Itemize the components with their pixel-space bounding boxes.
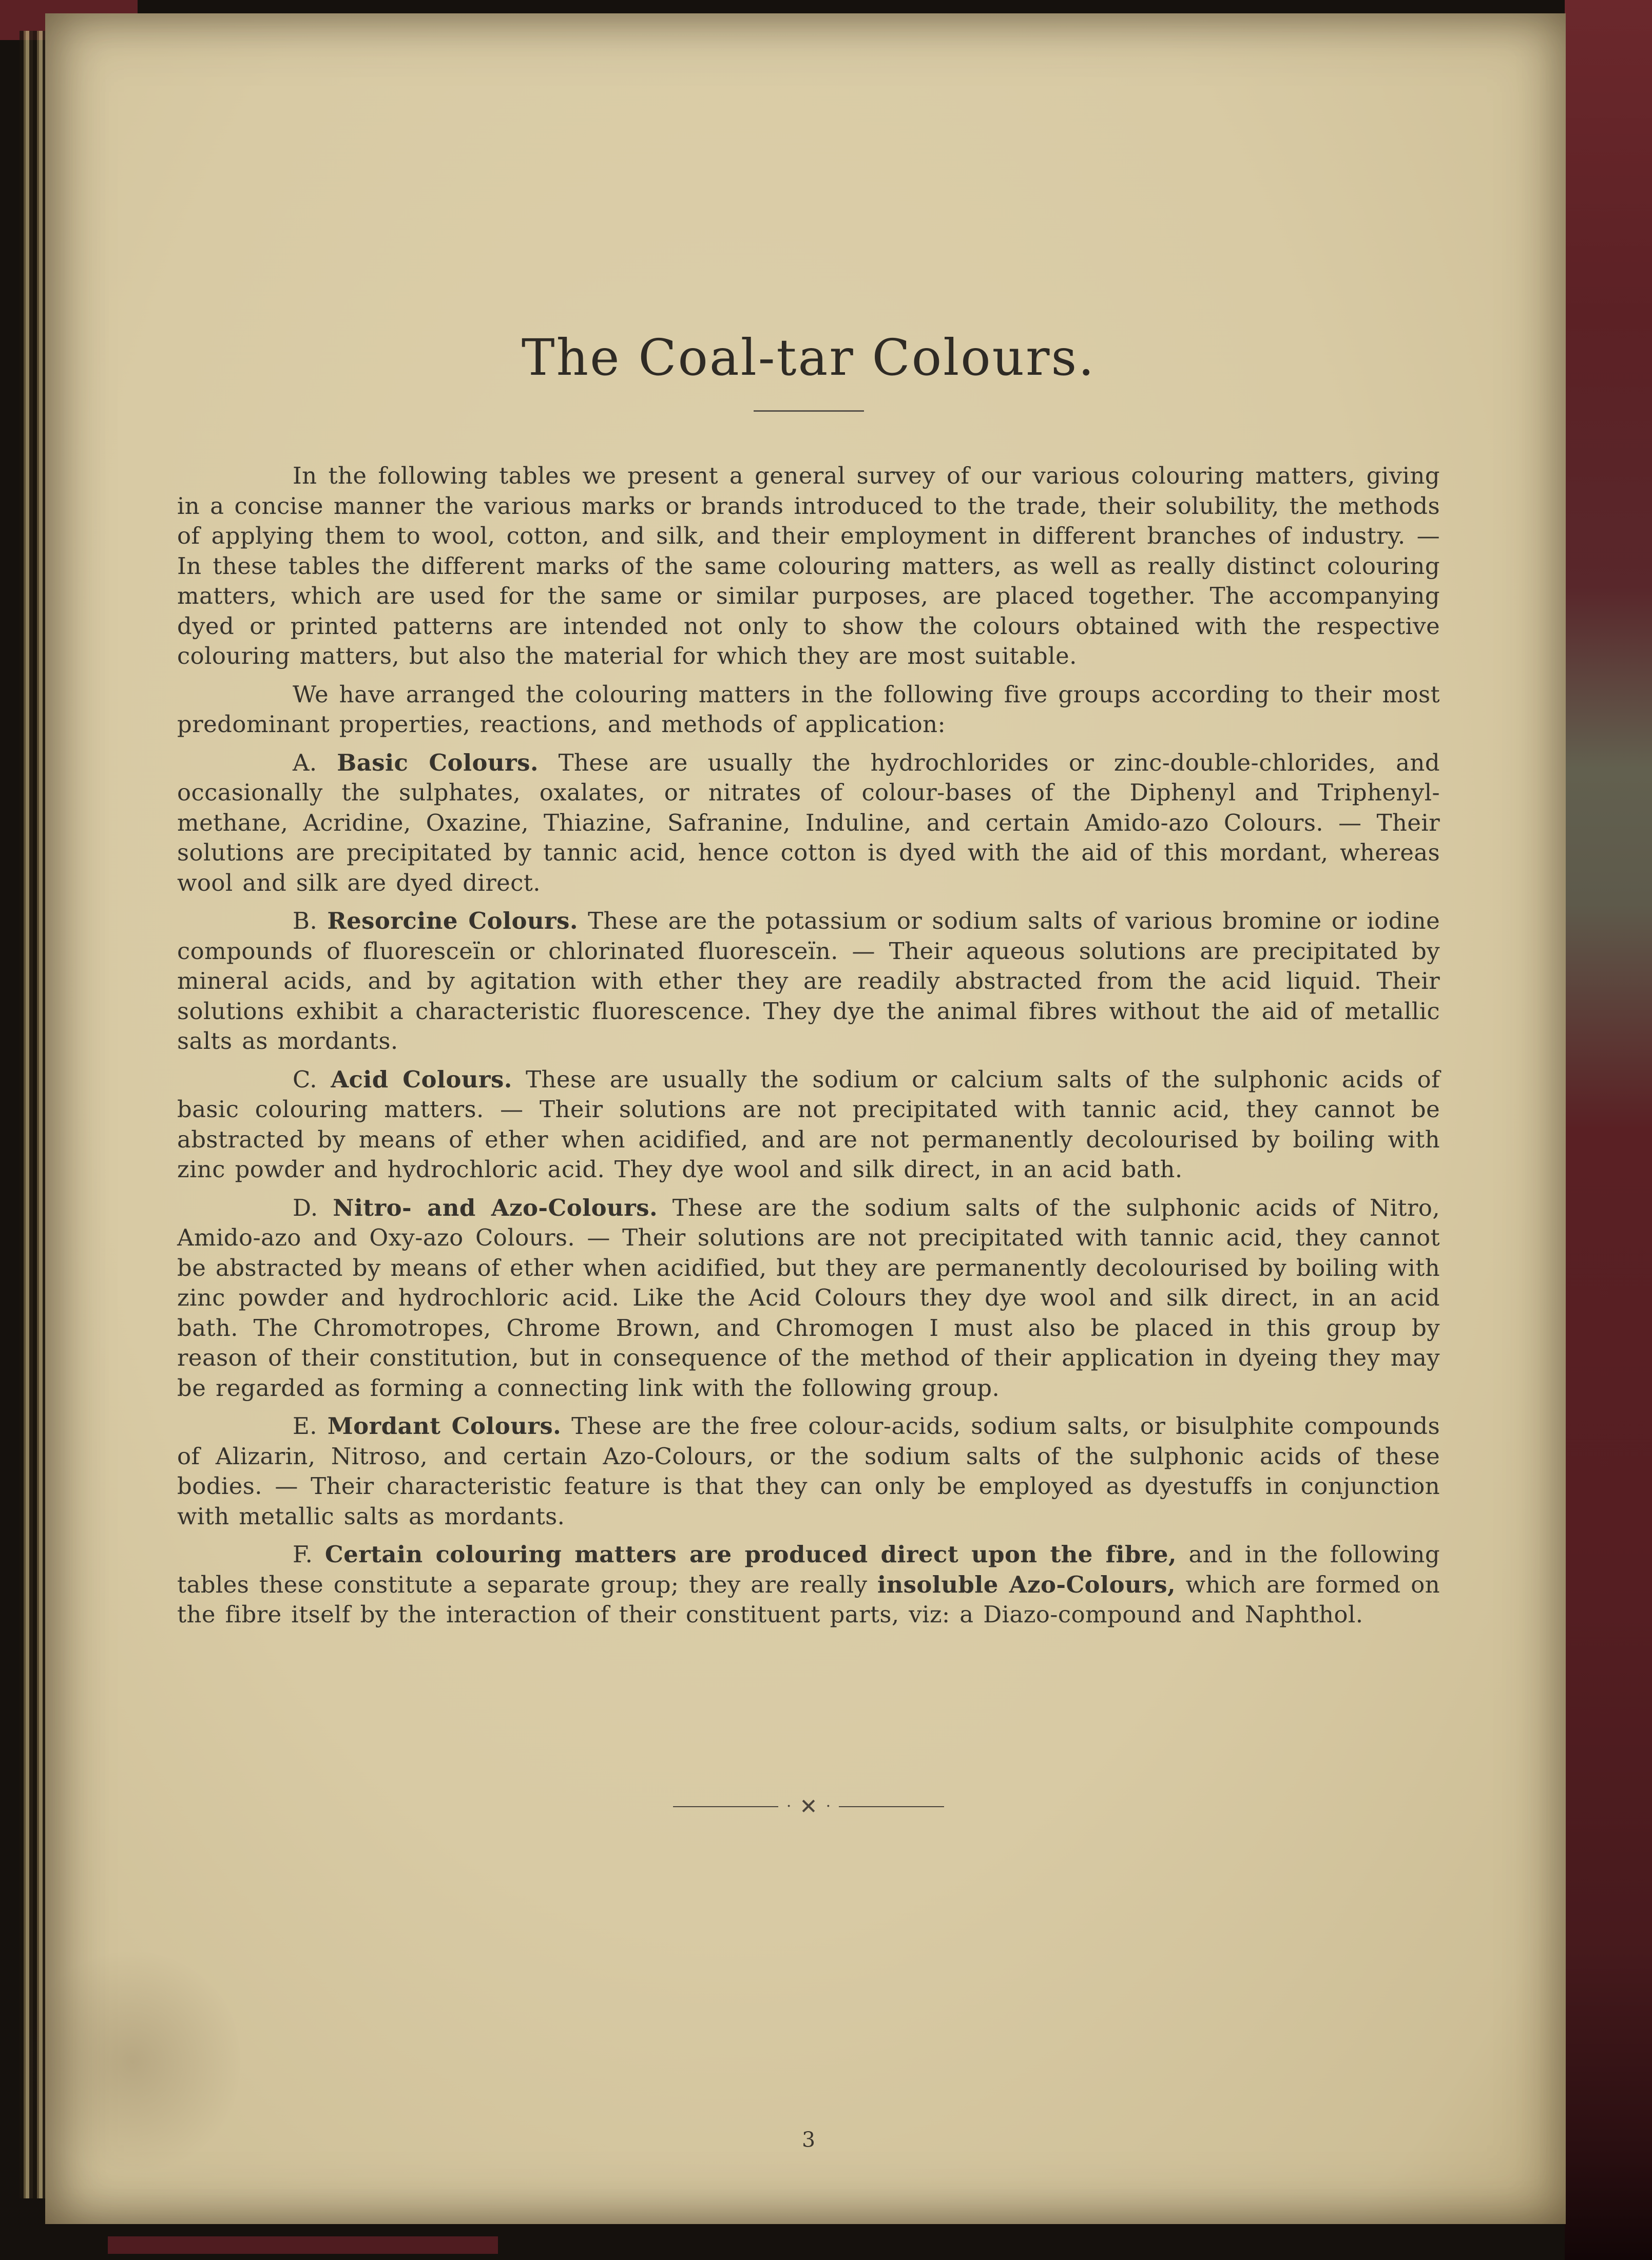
divider-ornament bbox=[177, 1796, 1440, 1817]
paragraph-text: B. bbox=[293, 907, 328, 934]
paragraph bbox=[177, 680, 1440, 740]
paragraph-lead-bold: Basic Colours. bbox=[337, 749, 539, 776]
divider-dot-left: · bbox=[786, 1797, 792, 1815]
scanned-book-page bbox=[45, 13, 1566, 2224]
paragraph bbox=[177, 1411, 1440, 1531]
paragraph-text: A. bbox=[293, 749, 337, 776]
paragraph-lead-bold: Certain colouring matters are produced direct upon the fibre, bbox=[324, 1541, 1177, 1568]
divider-line-right bbox=[839, 1806, 944, 1807]
page-content bbox=[177, 13, 1440, 1638]
paragraph-text: which are formed on the fibre itself by the interaction of their constituent parts, viz: a Diazo-compound and Naphthol. bbox=[177, 1570, 1440, 1628]
book-page-edges bbox=[20, 31, 45, 2198]
paragraph bbox=[177, 1065, 1440, 1185]
paragraph-text: C. bbox=[293, 1065, 331, 1093]
paragraph-text: These are usually the sodium or calcium salts of the sulphonic acids of basic colouring matters. — Their solutions are not precipitated with tannic acid, they cannot be abstracted by means of ether when acidified, and are not permanently decolourised by boiling with zinc powder and hydrochloric acid. They dye wool and silk direct, in an acid bath. bbox=[177, 1065, 1440, 1183]
divider-center-glyph: ✕ bbox=[799, 1794, 818, 1819]
page-title: The Coal-tar Colours. bbox=[521, 329, 1096, 387]
book-cover-right bbox=[1565, 0, 1652, 2260]
divider-line-left bbox=[673, 1806, 778, 1807]
paragraph-lead-bold: Mordant Colours. bbox=[327, 1412, 562, 1440]
divider-dot-right: · bbox=[825, 1797, 831, 1815]
paragraph bbox=[177, 1540, 1440, 1630]
paragraph-text: In the following tables we present a general survey of our various colouring matters, giving in a concise manner the various marks or brands introduced to the trade, their solubility, the methods of applying them to wool, cotton, and silk, and their employment in different branches of industry. — In these tables the different marks of the same colouring matters, as well as really distinct colouring matters, which are used for the same or similar purposes, are placed together. The accompanying dyed or printed patterns are intended not only to show the colours obtained with the respective colouring matters, but also the material for which they are most suitable. bbox=[177, 462, 1440, 669]
paragraph-text: These are the sodium salts of the sulphonic acids of Nitro, Amido-azo and Oxy-azo Colours. — Their solutions are not precipitated with tannic acid, they cannot be abstracted by means of ether when acidified, but they are permanently decolourised by boiling with zinc powder and hydrochloric acid. Like the Acid Colours they dye wool and silk direct, in an acid bath. The Chromotropes, Chrome Brown, and Chromogen I must also be placed in this group by reason of their constitution, but in consequence of the method of their application in dyeing they may be regarded as forming a connecting link with the following group. bbox=[177, 1194, 1440, 1402]
page-number: 3 bbox=[801, 2128, 816, 2152]
paragraph-lead-bold: Resorcine Colours. bbox=[327, 907, 578, 934]
paragraph-text: These are the free colour-acids, sodium salts, or bisulphite compounds of Alizarin, Nitroso, and certain Azo-Colours, or the sodium salts of the sulphonic acids of these bodies. — Their characteristic feature is that they can only be employed as dyestuffs in conjunction with metallic salts as mordants. bbox=[177, 1412, 1440, 1530]
paragraph-text: and in the following tables these constitute a separate group; they are really bbox=[177, 1541, 1440, 1598]
paragraph-text: These are the potassium or sodium salts of various bromine or iodine compounds of fluoresceïn or chlorinated fluoresceïn. — Their aqueous solutions are precipitated by mineral acids, and by agitation with ether they are readily abstracted from the acid liquid. Their solutions exhibit a characteristic fluorescence. They dye the animal fibres without the aid of metallic salts as mordants. bbox=[177, 907, 1440, 1055]
paragraph-text: E. bbox=[293, 1412, 328, 1440]
paragraph-lead-bold: Acid Colours. bbox=[331, 1065, 512, 1093]
paragraph bbox=[177, 461, 1440, 672]
paragraph-text: D. bbox=[293, 1194, 333, 1221]
paragraph-lead-bold: insoluble Azo-Colours, bbox=[877, 1570, 1176, 1598]
paragraph-text: We have arranged the colouring matters in the following five groups according to their most predominant properties, reactions, and methods of application: bbox=[177, 680, 1440, 738]
book-cover-bottom-left bbox=[108, 2236, 498, 2254]
paragraph bbox=[177, 748, 1440, 898]
title-rule bbox=[754, 410, 864, 412]
paragraph bbox=[177, 1193, 1440, 1404]
paragraph bbox=[177, 906, 1440, 1057]
paragraph-text: These are usually the hydrochlorides or zinc-double-chlorides, and occasionally the sulphates, oxalates, or nitrates of colour-bases of the Diphenyl and Triphenyl-methane, Acridine, Oxazine, Thiazine, Safranine, Induline, and certain Amido-azo Colours. — Their solutions are precipitated by tannic acid, hence cotton is dyed with the aid of this mordant, whereas wool and silk are dyed direct. bbox=[177, 749, 1440, 896]
paragraph-container bbox=[177, 461, 1440, 1630]
paragraph-text: F. bbox=[293, 1541, 325, 1568]
paragraph-lead-bold: Nitro- and Azo-Colours. bbox=[333, 1194, 658, 1221]
